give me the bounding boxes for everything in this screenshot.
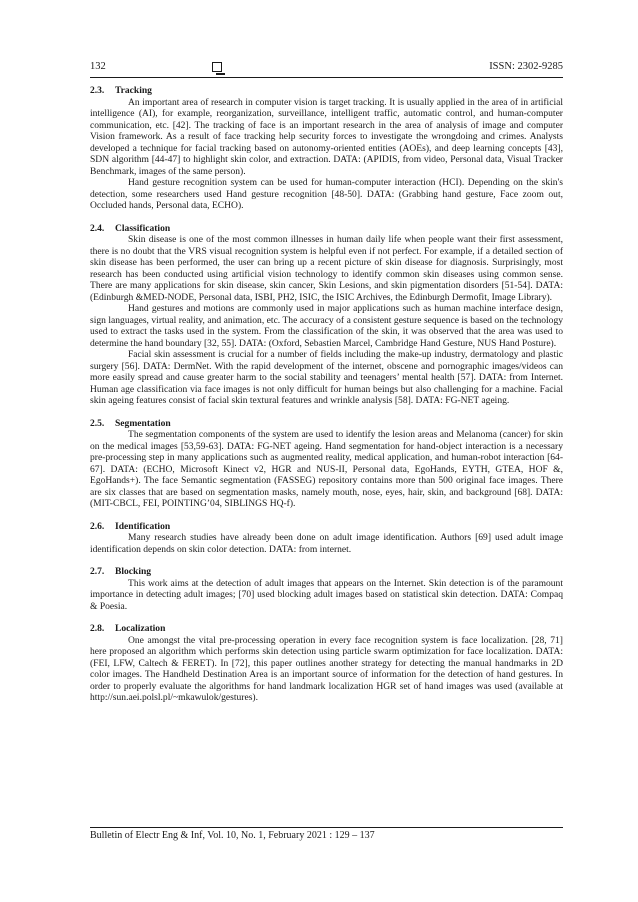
section-title: Classification <box>115 222 171 234</box>
paragraph: Skin disease is one of the most common illnesses in human daily life when people want their first assessment, there is no doubt that the VRS visual recognition system is helpful even if not perfect. For example, if a detailed section of skin disease has been performed, the user can bring up a recent picture of skin disease for diagnosis. Surprisingly, most research has been conducted using artificial vision technology to identify common skin diseases using common sense. There are many applications for skin disease, skin cancer, Skin Lesions, and skin pigmentation disorders [51-54]. DATA: (Edinburgh &MED-NODE, Personal data, ISBI, PH2, ISIC, the ISIC Archives, the Edinburgh Dermofit, Image Library). <box>90 234 563 303</box>
section-number: 2.8. <box>90 623 105 634</box>
section-blocking <box>90 566 563 612</box>
section-heading <box>90 521 563 533</box>
header-rule <box>90 77 563 78</box>
section-heading <box>90 85 563 97</box>
paragraph: Hand gesture recognition system can be used for human-computer interaction (HCI). Depending on the skin's detection, some researchers used Hand gesture recognition [48-50]. DATA: (Grabbing hand gesture, Face zoom out, Occluded hands, Personal data, ECHO). <box>90 177 563 211</box>
section-title: Tracking <box>115 85 152 96</box>
page-header <box>90 61 563 77</box>
section-identification <box>90 521 563 556</box>
section-tracking <box>90 85 563 212</box>
paragraph: Hand gestures and motions are commonly used in major applications such as human machine interface design, sign languages, virtual reality, and animation, etc. The accuracy of a consistent gesture sequence is based on the technology used to extract the tasks used in the system. From the classification of the skin, it was observed that the area was used to determine the hand boundary [32, 55]. DATA: (Oxford, Sebastien Marcel, Cambridge Hand Gesture, NUS Hand Posture). <box>90 303 563 349</box>
paragraph: Facial skin assessment is crucial for a number of fields including the make-up industry, dermatology and plastic surgery [56]. DATA: DermNet. With the rapid development of the internet, obscene and pornographic images/videos can more easily spread and cause greater harm to the social stability and teenagers’ mental health [57]. DATA: from Internet. Human age classification via face images is not only difficult for human beings but also challenging for a machine. Facial skin ageing features consist of facial skin textural features and wrinkle analysis [58]. DATA: FG-NET ageing. <box>90 349 563 406</box>
section-number: 2.7. <box>90 566 105 577</box>
paragraph: The segmentation components of the system are used to identify the lesion areas and Melanoma (cancer) for skin on the medical images [53,59-63]. DATA: FG-NET ageing. Hand segmentation for hand-object interaction is a necessary pre-processing step in many applications such as augmented reality, medical application, and human-robot interaction [64-67]. DATA: (ECHO, Microsoft Kinect v2, HGR and NUS-II, Personal data, EgoHands, EYTH, GTEA, HOF &, EgoHands+). The face Semantic segmentation (FASSEG) repository contains more than 500 original face images. There are six classes that are based on segmentation masks, namely mouth, nose, eyes, hair, skin, and background [68]. DATA: (MIT-CBCL, FEI, POINTING’04, SIBLINGS HQ-f). <box>90 429 563 509</box>
paragraph: An important area of research in computer vision is target tracking. It is usually applied in the area of in artificial intelligence (AI), for example, reorganization, surveillance, intelligent traffic, automatic control, and human-computer communication, etc. [42]. The tracking of face is an important research in the area of analysis of image and computer Vision framework. As a result of face tracking help security forces to investigate the wrongdoing and crimes. Analysts developed a technique for facial tracking based on autonomy-oriented entities (AOEs), and deep learning concepts [43], SDN algorithm [44-47] to highlight skin color, and extraction. DATA: (APIDIS, from video, Personal data, Visual Tracker Benchmark, images of the same person). <box>90 96 563 177</box>
paragraph: One amongst the vital pre-processing operation in every face recognition system is face localization. [28, 71] here proposed an algorithm which performs skin detection using particle swarm optimization for face localization. DATA: (FEI, LFW, Caltech & FERET). In [72], this paper outlines another strategy for detecting the manual handmarks in 2D color images. The Handheld Destination Area is an important source of information for the detection of hand gestures. In order to properly evaluate the algorithms for hand landmark localization HGR set of hand images was used (available at http://sun.aei.polsl.pl/~mkawulok/gestures). <box>90 634 563 703</box>
section-title: Blocking <box>115 566 152 577</box>
section-heading <box>90 566 563 578</box>
paragraph: This work aims at the detection of adult images that appears on the Internet. Skin detection is of the paramount importance in detecting adult images; [70] used blocking adult images based on statistical skin detection. DATA: Compaq & Poesia. <box>90 577 563 612</box>
section-number: 2.5. <box>90 417 105 429</box>
section-classification <box>90 223 563 407</box>
footer-rule <box>90 827 563 828</box>
page-number: 132 <box>90 61 106 72</box>
issn-label: ISSN: 2302-9285 <box>489 61 563 72</box>
journal-citation: Bulletin of Electr Eng & Inf, Vol. 10, No. 1, February 2021 : 129 – 137 <box>90 830 375 841</box>
section-title: Localization <box>115 623 166 634</box>
section-number: 2.3. <box>90 85 105 96</box>
article-body <box>90 85 563 704</box>
square-bullet-icon <box>212 62 222 72</box>
paragraph: Many research studies have already been done on adult image identification. Authors [69] used adult image identification depends on skin color detection. DATA: from internet. <box>90 532 563 555</box>
section-heading <box>90 418 563 430</box>
section-number: 2.4. <box>90 222 105 234</box>
section-title: Segmentation <box>115 417 171 429</box>
section-heading <box>90 623 563 635</box>
section-number: 2.6. <box>90 520 105 532</box>
section-heading <box>90 223 563 235</box>
section-segmentation <box>90 418 563 510</box>
section-title: Identification <box>115 520 171 532</box>
section-localization <box>90 623 563 704</box>
